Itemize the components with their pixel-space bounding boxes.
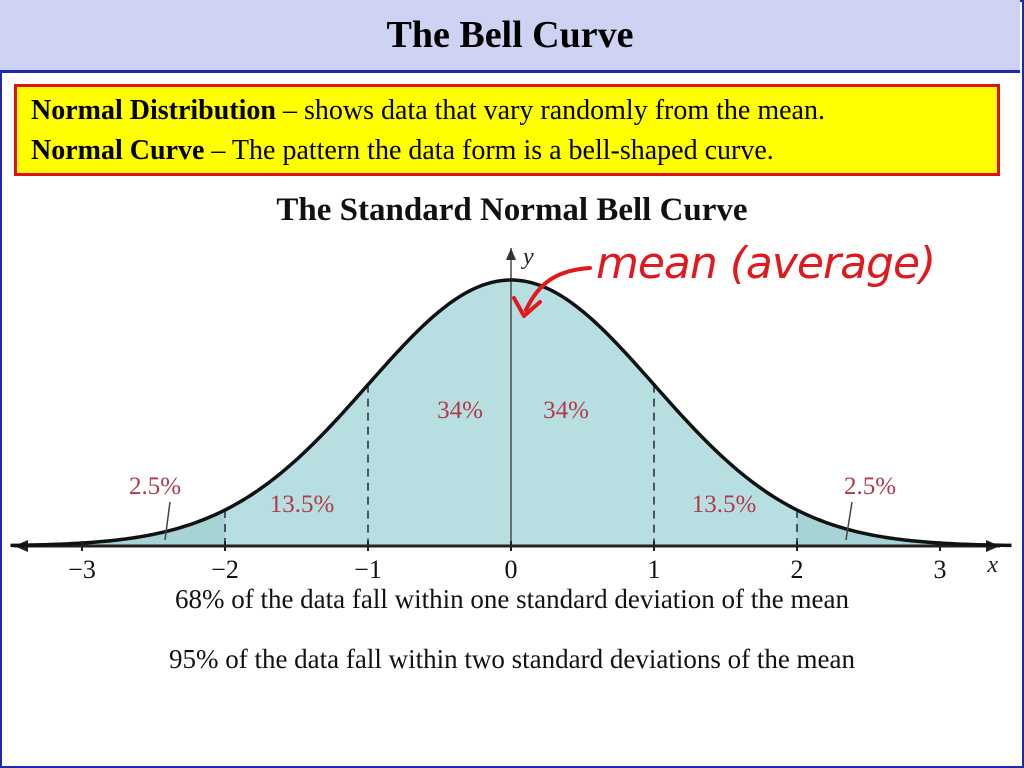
definition-term: Normal Curve <box>31 135 205 166</box>
definition-normal-curve <box>31 135 774 167</box>
definition-term: Normal Distribution <box>31 95 276 126</box>
statement-one-sd: 68% of the data fall within one standard deviation of the mean <box>174 584 850 614</box>
x-tick-label: −1 <box>354 555 382 584</box>
y-axis-arrow <box>506 248 516 260</box>
definition-separator: – <box>204 135 232 166</box>
slide-title: The Bell Curve <box>386 14 634 56</box>
x-tick-label: −3 <box>68 555 96 584</box>
mean-annotation: mean (average) <box>596 238 936 289</box>
region-percent-label: 13.5% <box>269 491 335 518</box>
x-tick-label: −2 <box>211 555 239 584</box>
definition-normal-distribution <box>31 95 825 127</box>
bell-curve-chart <box>0 236 1024 596</box>
region-percent-label: 13.5% <box>691 491 757 518</box>
region-percent-label: 34% <box>437 397 483 424</box>
x-tick-label: 1 <box>647 555 661 584</box>
region-percent-label: 34% <box>543 397 589 424</box>
definition-text: shows data that vary randomly from the mean. <box>304 95 825 126</box>
chart-title: The Standard Normal Bell Curve <box>276 192 748 228</box>
definition-box <box>14 84 1000 176</box>
x-tick-label: 0 <box>504 555 518 584</box>
region-percent-label: 2.5% <box>843 473 897 500</box>
x-axis-label: x <box>987 552 998 578</box>
definition-text: The pattern the data form is a bell-shaped curve. <box>231 135 774 166</box>
region-percent-label: 2.5% <box>128 473 182 500</box>
title-bar <box>0 0 1020 73</box>
definition-separator: – <box>276 95 304 126</box>
x-tick-label: 2 <box>790 555 804 584</box>
x-tick-label: 3 <box>933 555 947 584</box>
statement-two-sd: 95% of the data fall within two standard deviations of the mean <box>168 644 856 674</box>
y-axis-label: y <box>523 244 534 270</box>
